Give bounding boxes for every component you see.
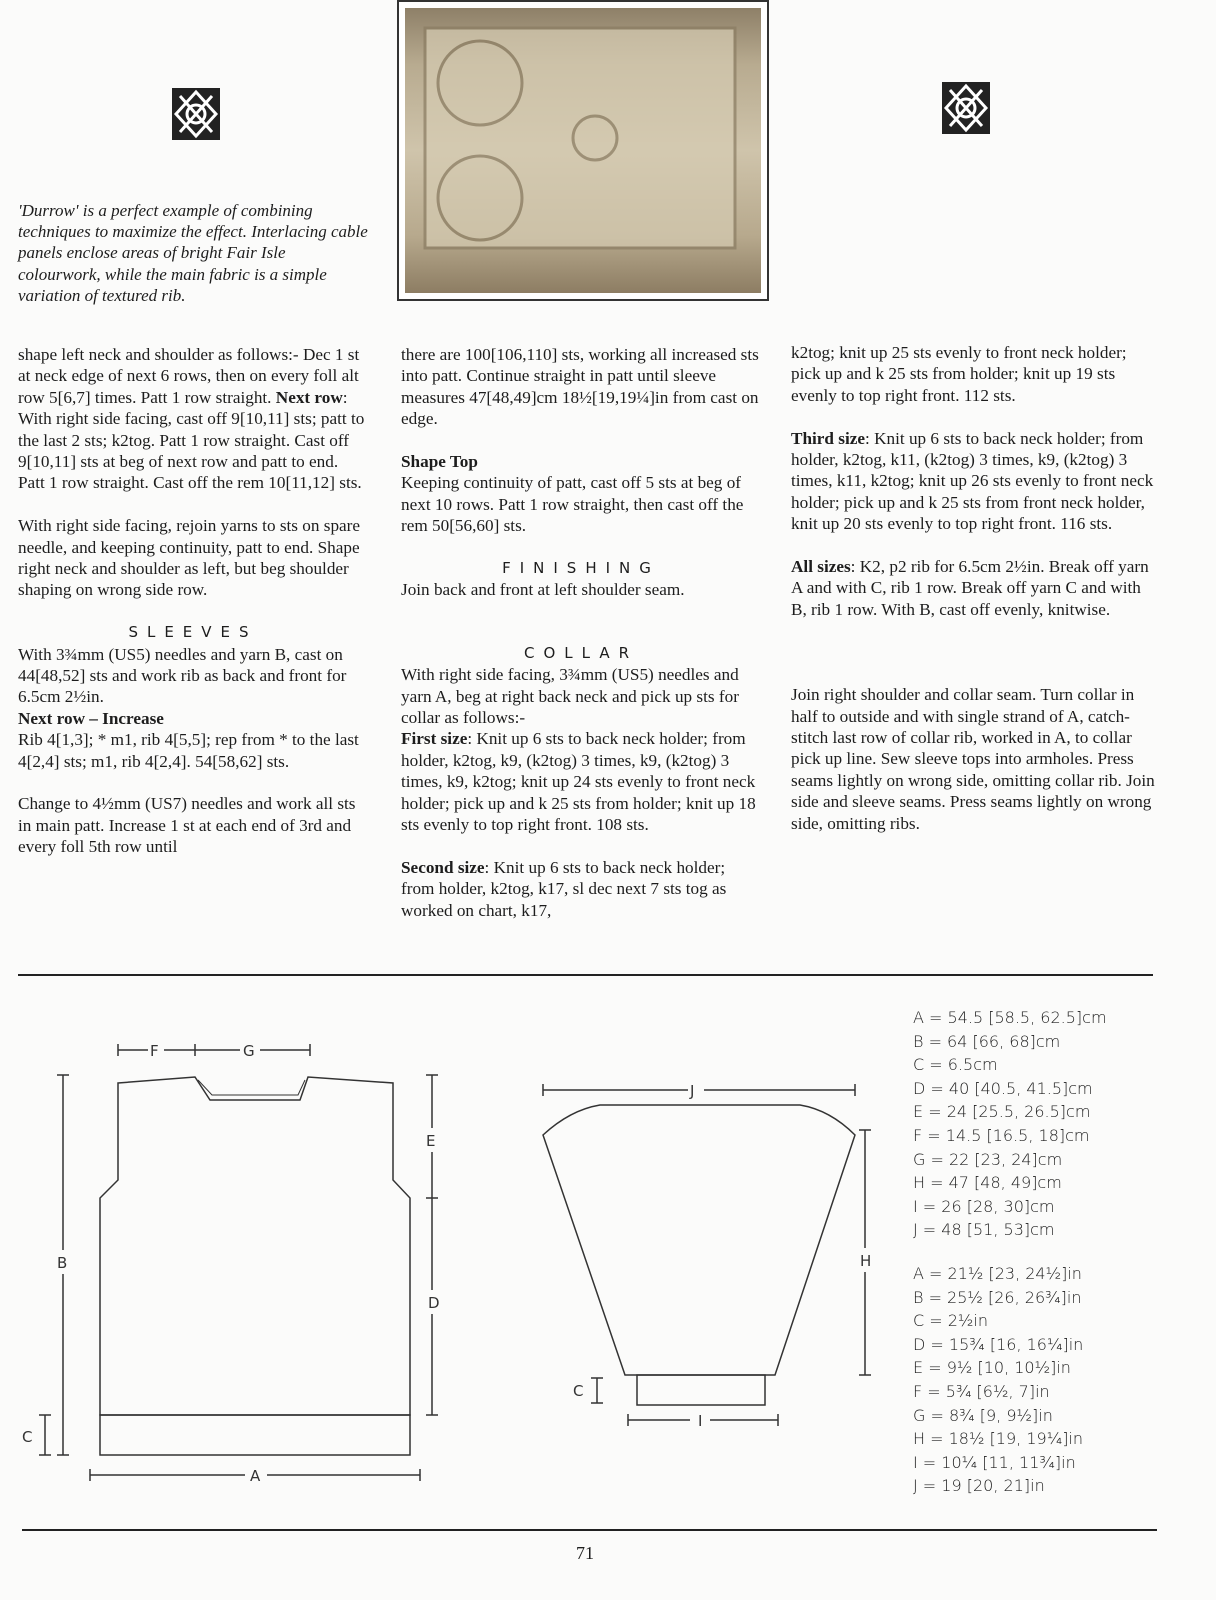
label-j: J: [690, 1082, 695, 1100]
measurement: E = 24 [25.5, 26.5]cm: [913, 1102, 1091, 1122]
text: k2tog; knit up 25 sts evenly to front neck holder; pick up and k 25 sts from holder; knit up 19 sts evenly to top right front. 112 sts.: [791, 343, 1127, 405]
measurement: D = 40 [40.5, 41.5]cm: [913, 1078, 1093, 1098]
label-c: C: [22, 1428, 33, 1446]
bold-label: Next row: [275, 387, 343, 407]
text: Keeping continuity of patt, cast off 5 sts at beg of next 10 rows. Patt 1 row straight, then cast off the rem 50[56,60] sts.: [401, 473, 744, 536]
measurement: F = 5¾ [6½, 7]in: [913, 1381, 1050, 1401]
text: Join right shoulder and collar seam. Turn collar in half to outside and with single strand of A, catch-stitch last row of collar rib, worked in A, to collar pick up line. Sew sleeve tops into armholes. Press seams lightly on wrong side, omitting collar rib. Join side and sleeve seams. Press seams lightly on wrong side, omitting ribs.: [791, 685, 1155, 833]
text: : Knit up 6 sts to back neck holder; from holder, k2tog, k17, sl dec next 7 sts tog as worked on chart, k17,: [401, 857, 727, 920]
sleeve-outline: [543, 1105, 855, 1375]
label-d: D: [428, 1294, 440, 1312]
column-2: [401, 344, 761, 943]
bold-label: Third size: [791, 428, 866, 448]
label-a: A: [250, 1467, 261, 1485]
text: Rib 4[1,3]; * m1, rib 4[5,5]; rep from * to the last 4[2,4] sts; m1, rib 4[2,4]. 54[58,62] sts.: [18, 730, 359, 771]
section-heading-finishing: FINISHING: [502, 559, 660, 578]
measurement: I = 26 [28, 30]cm: [913, 1196, 1055, 1216]
celtic-knot-icon: [942, 82, 990, 134]
measurement: I = 10¼ [11, 11¾]in: [913, 1452, 1076, 1472]
text: : With right side facing, cast off 9[10,11] sts; patt to the last 2 sts; k2tog. Patt 1 row straight. Cast off 9[10,11] sts at beg of next row and patt to end. Patt 1 row straight. Cast off the rem 10[11,12] sts.: [18, 387, 365, 493]
text: shape left neck and shoulder as follows:- Dec 1 st at neck edge of next 6 rows, then on every foll alt row 5[6,7] times. Patt 1 row straight.: [18, 345, 360, 407]
label-i: I: [698, 1412, 703, 1430]
section-heading-sleeves: SLEEVES: [128, 623, 258, 642]
label-c-sleeve: C: [573, 1382, 584, 1400]
text: With right side facing, 3¾mm (US5) needles and yarn A, beg at right back neck and pick up sts for collar as follows:-: [401, 665, 739, 728]
body-rib: [100, 1415, 410, 1455]
measurement: H = 18½ [19, 19¼]in: [913, 1429, 1084, 1449]
measurement: H = 47 [48, 49]cm: [913, 1173, 1062, 1193]
measurement: J = 19 [20, 21]in: [913, 1476, 1045, 1496]
divider: [22, 1529, 1157, 1531]
text: : Knit up 6 sts to back neck holder; from holder, k2tog, k9, (k2tog) 3 times, k9, (k2tog) 3 times, k9, k2tog; knit up 24 sts evenly to front neck holder; pick up and k 25 sts from holder; knit up 18 sts evenly to top right front. 108 sts.: [401, 729, 756, 835]
intro-caption: 'Durrow' is a perfect example of combining techniques to maximize the effect. Interlacing cable panels enclose areas of bright Fair Isle colourwork, while the main fabric is a simple variation of textured rib.: [18, 201, 368, 305]
divider: [18, 974, 1153, 976]
bold-label: Second size: [401, 857, 485, 877]
sleeve-cuff: [637, 1375, 765, 1405]
measurement: J = 48 [51, 53]cm: [913, 1220, 1055, 1240]
measurement: C = 2½in: [913, 1311, 989, 1331]
measurement: A = 54.5 [58.5, 62.5]cm: [913, 1008, 1107, 1027]
subheading-shape-top: Shape Top: [401, 452, 478, 472]
measurement: C = 6.5cm: [913, 1055, 998, 1075]
measurement: E = 9½ [10, 10½]in: [913, 1358, 1071, 1378]
text: With 3¾mm (US5) needles and yarn B, cast on 44[48,52] sts and work rib as back and front for 6.5cm 2½in.: [18, 644, 347, 707]
label-b: B: [57, 1254, 68, 1272]
text: With right side facing, rejoin yarns to sts on spare needle, and keeping continuity, patt to end. Shape right neck and shoulder as left, but beg shoulder shaping on wrong side row.: [18, 516, 361, 600]
bold-label: Next row – Increase: [18, 708, 164, 728]
bold-label: First size: [401, 729, 468, 749]
measurements-in: [913, 1262, 1083, 1498]
column-1: [18, 344, 368, 879]
label-g: G: [243, 1042, 255, 1060]
schematic-diagram: [0, 980, 900, 1510]
column-3: [791, 342, 1156, 855]
text: there are 100[106,110] sts, working all increased sts into patt. Continue straight in patt until sleeve measures 47[48,49]cm 18½[19,19¼]in from cast on edge.: [401, 345, 759, 429]
section-heading-collar: COLLAR: [523, 643, 639, 662]
page-number: 71: [576, 1543, 594, 1563]
label-e: E: [426, 1132, 436, 1150]
label-f: F: [150, 1042, 159, 1060]
measurement: G = 8¾ [9, 9½]in: [913, 1405, 1053, 1425]
text: Join back and front at left shoulder seam.: [401, 580, 685, 600]
text: : Knit up 6 sts to back neck holder; from holder, k2tog, k11, (k2tog) 3 times, k9, (k2tog) 3 times, k11, k2tog; knit up 26 sts evenly to front neck holder; pick up and k 25 sts from front neck holder, knit up 20 sts evenly to top right front. 116 sts.: [791, 428, 1154, 534]
text: : K2, p2 rib for 6.5cm 2½in. Break off yarn A and with C, rib 1 row. Break off yarn C and with B, rib 1 row. With B, cast off evenly, knitwise.: [791, 557, 1149, 619]
measurements-cm: [913, 1006, 1107, 1242]
bold-label: All sizes: [791, 557, 851, 577]
body-outline: [100, 1077, 410, 1415]
label-h: H: [860, 1252, 872, 1270]
text: Change to 4½mm (US7) needles and work all sts in main patt. Increase 1 st at each end of 3rd and every foll 5th row until: [18, 794, 356, 857]
measurement: G = 22 [23, 24]cm: [913, 1149, 1063, 1169]
measurement: B = 25½ [26, 26¾]in: [913, 1287, 1082, 1307]
measurement: F = 14.5 [16.5, 18]cm: [913, 1125, 1090, 1145]
measurement: A = 21½ [23, 24½]in: [913, 1264, 1082, 1283]
measurement: D = 15¾ [16, 16¼]in: [913, 1334, 1084, 1354]
stone-carving-photo: [397, 0, 769, 301]
celtic-knot-icon: [172, 88, 220, 140]
measurement: B = 64 [66, 68]cm: [913, 1031, 1061, 1051]
